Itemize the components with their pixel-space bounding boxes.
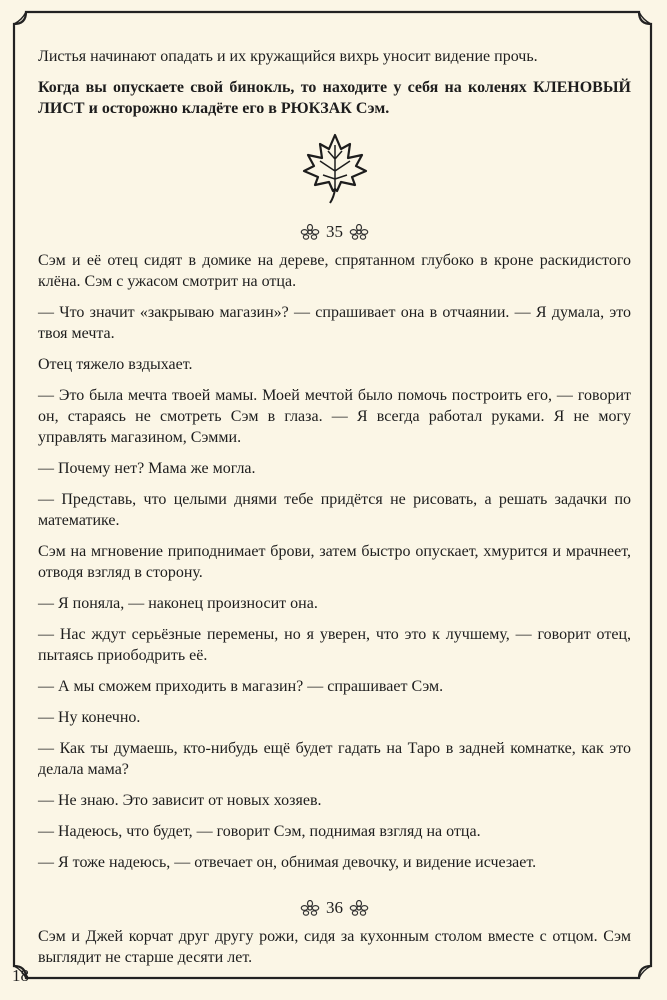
section-35-paragraph-6: — Представь, что целыми днями тебе придётся не рисовать, а решать задачки по математике. <box>38 491 631 529</box>
section-35-paragraph-9: — Нас ждут серьёзные перемены, но я уверен, что это к лучшему, — говорит отец, пытаясь приободрить её. <box>38 626 631 664</box>
section-35-paragraph-12: — Как ты думаешь, кто-нибудь ещё будет гадать на Таро в задней комнатке, как это делала мама? <box>38 740 631 778</box>
flower-ornament-icon <box>300 900 320 916</box>
maple-leaf-icon <box>38 131 631 207</box>
page-number: 18 <box>12 966 29 985</box>
section-35-paragraph-4: — Это была мечта твоей мамы. Моей мечтой было помочь построить его, — говорит он, стараясь не смотреть Сэм в глаза. — Я всегда работал руками. Я не могу управлять магазином, Сэмми. <box>38 387 631 446</box>
section-35-paragraph-11: — Ну конечно. <box>38 709 141 726</box>
intro-paragraph: Листья начинают опадать и их кружащийся вихрь уносит видение прочь. <box>38 48 538 65</box>
section-35-paragraph-3: Отец тяжело вздыхает. <box>38 356 193 373</box>
section-marker-35 <box>38 221 631 242</box>
section-35-paragraph-5: — Почему нет? Мама же могла. <box>38 460 256 477</box>
section-35-paragraph-14: — Надеюсь, что будет, — говорит Сэм, поднимая взгляд на отца. <box>38 823 481 840</box>
section-35-paragraph-7: Сэм на мгновение приподнимает брови, затем быстро опускает, хмурится и мрачнеет, отводя взгляд в сторону. <box>38 543 631 581</box>
section-35-paragraph-1: Сэм и её отец сидят в домике на дереве, спрятанном глубоко в кроне раскидистого клёна. Сэм с ужасом смотрит на отца. <box>38 252 631 290</box>
section-35-paragraph-8: — Я поняла, — наконец произносит она. <box>38 595 318 612</box>
section-36-paragraph-1: Сэм и Джей корчат друг другу рожи, сидя за кухонным столом вместе с отцом. Сэм выглядит не старше десяти лет. <box>38 928 631 966</box>
section-35-paragraph-10: — А мы сможем приходить в магазин? — спрашивает Сэм. <box>38 678 444 695</box>
intro-bold-paragraph: Когда вы опускаете свой бинокль, то находите у себя на коленях КЛЕНОВЫЙ ЛИСТ и осторожно кладёте его в РЮКЗАК Сэм. <box>38 79 631 117</box>
flower-ornament-icon <box>349 900 369 916</box>
flower-ornament-icon <box>300 224 320 240</box>
section-number: 35 <box>326 222 343 241</box>
flower-ornament-icon <box>349 224 369 240</box>
page-content <box>38 46 631 978</box>
section-marker-36 <box>38 897 631 918</box>
section-number: 36 <box>326 898 343 917</box>
section-35-paragraph-13: — Не знаю. Это зависит от новых хозяев. <box>38 792 322 809</box>
section-35-paragraph-2: — Что значит «закрываю магазин»? — спрашивает она в отчаянии. — Я думала, это твоя мечта. <box>38 304 631 342</box>
section-35-paragraph-15: — Я тоже надеюсь, — отвечает он, обнимая девочку, и видение исчезает. <box>38 854 537 871</box>
